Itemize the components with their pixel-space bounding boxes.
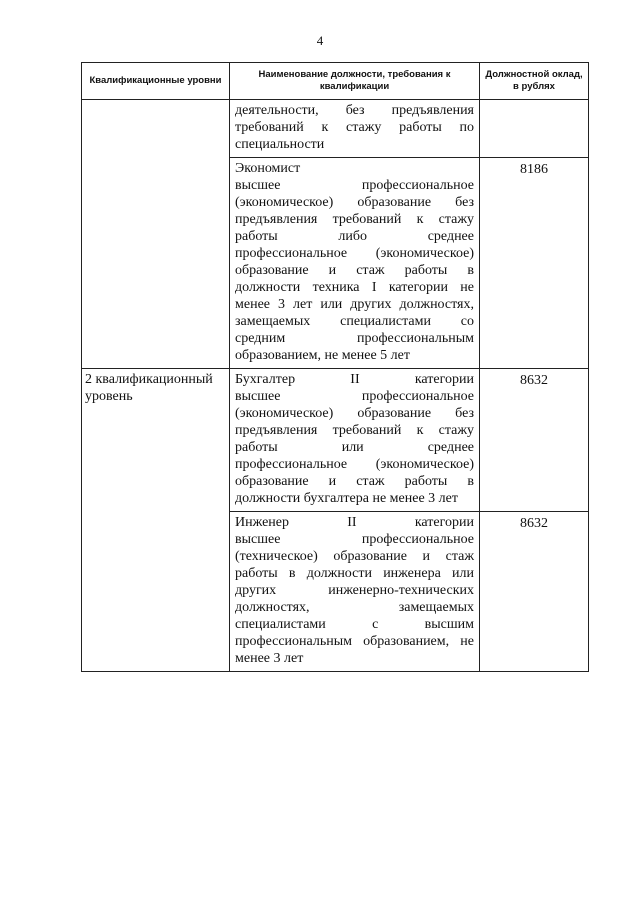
description-line: профессиональным образованием, не bbox=[235, 634, 474, 649]
description-line: должности техника I категории не bbox=[235, 280, 474, 295]
position-description-cell bbox=[230, 369, 480, 512]
salary-cell: 8632 bbox=[480, 369, 589, 512]
table-row bbox=[82, 369, 589, 512]
position-description-cell bbox=[230, 100, 480, 158]
description-line: образование и стаж работы в bbox=[235, 474, 474, 489]
description-line: образование и стаж работы в bbox=[235, 263, 474, 278]
description-line: предъявления требований к стажу bbox=[235, 423, 474, 438]
qualification-table bbox=[81, 62, 589, 672]
description-line: (экономическое) образование без bbox=[235, 406, 474, 421]
position-description-cell bbox=[230, 158, 480, 369]
description-line: других инженерно-технических bbox=[235, 583, 474, 598]
description-line: должностях, замещаемых bbox=[235, 600, 474, 615]
description-line: замещаемых специалистами со bbox=[235, 314, 474, 329]
description-line: профессиональное (экономическое) bbox=[235, 457, 474, 472]
salary-cell: 8186 bbox=[480, 158, 589, 369]
description-line: работы или среднее bbox=[235, 440, 474, 455]
description-line: работы в должности инженера или bbox=[235, 566, 474, 581]
description-line: специалистами с высшим bbox=[235, 617, 474, 632]
qualification-level-cell: 2 квалификационный уровень bbox=[82, 369, 230, 672]
position-title: Бухгалтер II категории bbox=[235, 372, 474, 387]
description-line: деятельности, без предъявления bbox=[235, 103, 474, 118]
position-description-cell bbox=[230, 512, 480, 672]
description-line: должности бухгалтера не менее 3 лет bbox=[235, 491, 458, 506]
qualification-level-cell bbox=[82, 100, 230, 369]
salary-cell: 8632 bbox=[480, 512, 589, 672]
description-line: высшее профессиональное bbox=[235, 389, 474, 404]
header-position-requirements: Наименование должности, требования к квалификации bbox=[230, 63, 480, 100]
description-line: специальности bbox=[235, 137, 325, 152]
table-row bbox=[82, 100, 589, 158]
page-number: 4 bbox=[316, 33, 324, 48]
table-header-row bbox=[82, 63, 589, 100]
description-line: средним профессиональным bbox=[235, 331, 474, 346]
header-qualification-levels: Квалификационные уровни bbox=[82, 63, 230, 100]
description-line: менее 3 лет bbox=[235, 651, 304, 666]
description-line: предъявления требований к стажу bbox=[235, 212, 474, 227]
description-line: профессиональное (экономическое) bbox=[235, 246, 474, 261]
description-line: (экономическое) образование без bbox=[235, 195, 474, 210]
position-title: Инженер II категории bbox=[235, 515, 474, 530]
description-line: менее 3 лет или других должностях, bbox=[235, 297, 474, 312]
position-title: Экономист bbox=[235, 161, 301, 176]
description-line: требований к стажу работы по bbox=[235, 120, 474, 135]
description-line: (техническое) образование и стаж bbox=[235, 549, 474, 564]
description-line: высшее профессиональное bbox=[235, 532, 474, 547]
salary-cell bbox=[480, 100, 589, 158]
description-line: высшее профессиональное bbox=[235, 178, 474, 193]
description-line: работы либо среднее bbox=[235, 229, 474, 244]
description-line: образованием, не менее 5 лет bbox=[235, 348, 410, 363]
header-salary: Должностной оклад, в рублях bbox=[480, 63, 589, 100]
